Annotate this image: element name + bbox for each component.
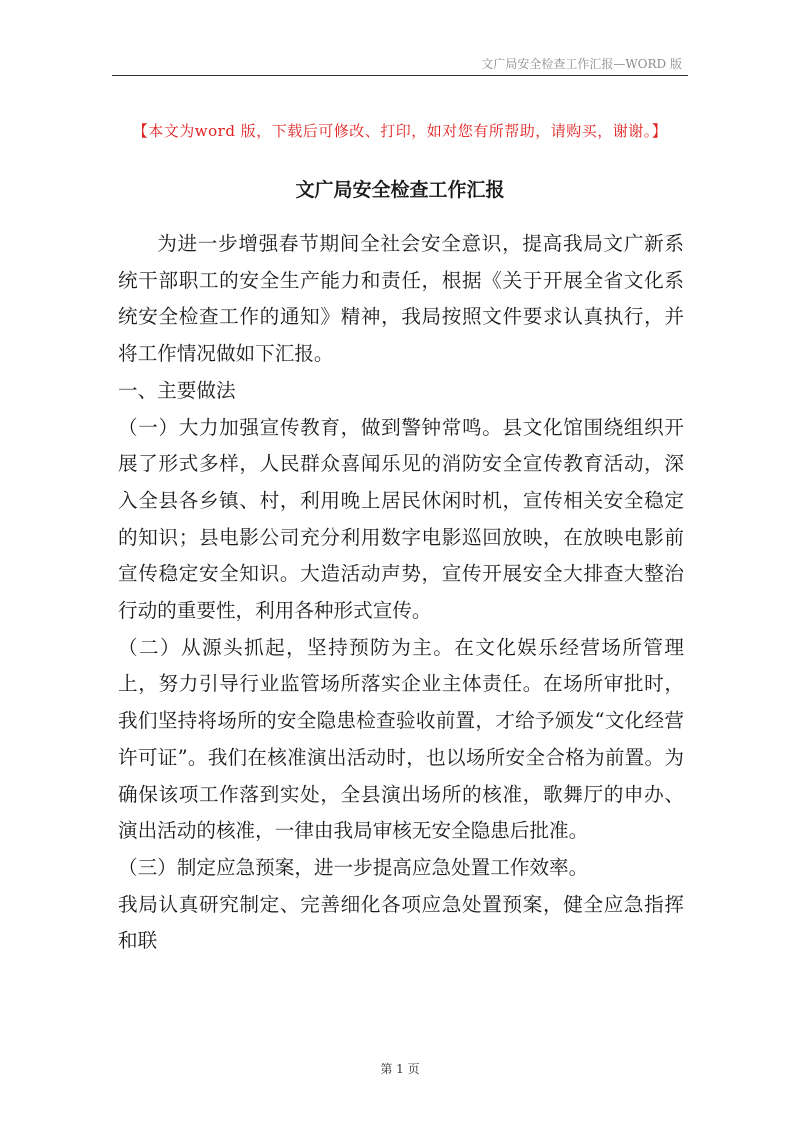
body-paragraph: 我局认真研究制定、完善细化各项应急处置预案，健全应急指挥和联 <box>118 892 684 953</box>
body-paragraph: （二）从源头抓起，坚持预防为主。在文化娱乐经营场所管理上，努力引导行业监管场所落实企业主体责任。在场所审批时，我们坚持将场所的安全隐患检查验收前置，才给予颁发“文化经营许可证”。我们在核准演出活动时，也以场所安全合格为前置。为确保该项工作落到实处，全县演出场所的核准，歌舞厅的申办、演出活动的核准，一律由我局审核无安全隐患后批准。 <box>118 635 684 843</box>
running-header: 文广局安全检查工作汇报—WORD 版 <box>481 57 682 71</box>
page-number: 第 1 页 <box>380 1062 420 1076</box>
document-body <box>118 226 684 960</box>
body-paragraph: （一）大力加强宣传教育，做到警钟常鸣。县文化馆围绕组织开展了形式多样，人民群众喜闻乐见的消防安全宣传教育活动，深入全县各乡镇、村，利用晚上居民休闲时机，宣传相关安全稳定的知识；县电影公司充分利用数字电影巡回放映，在放映电影前宣传稳定安全知识。大造活动声势，宣传开展安全大排查大整治行动的重要性，利用各种形式宣传。 <box>118 415 684 623</box>
header-divider <box>112 75 688 76</box>
download-notice: 【本文为word 版，下载后可修改、打印，如对您有所帮助，请购买，谢谢。】 <box>132 122 668 140</box>
subsection-heading: （三）制定应急预案，进一步提高应急处置工作效率。 <box>118 855 589 879</box>
section-heading: 一、主要做法 <box>118 378 236 402</box>
intro-paragraph: 为进一步增强春节期间全社会安全意识，提高我局文广新系统干部职工的安全生产能力和责任，根据《关于开展全省文化系统安全检查工作的通知》精神，我局按照文件要求认真执行，并将工作情况做如下汇报。 <box>118 232 684 366</box>
document-title: 文广局安全检查工作汇报 <box>295 179 505 201</box>
